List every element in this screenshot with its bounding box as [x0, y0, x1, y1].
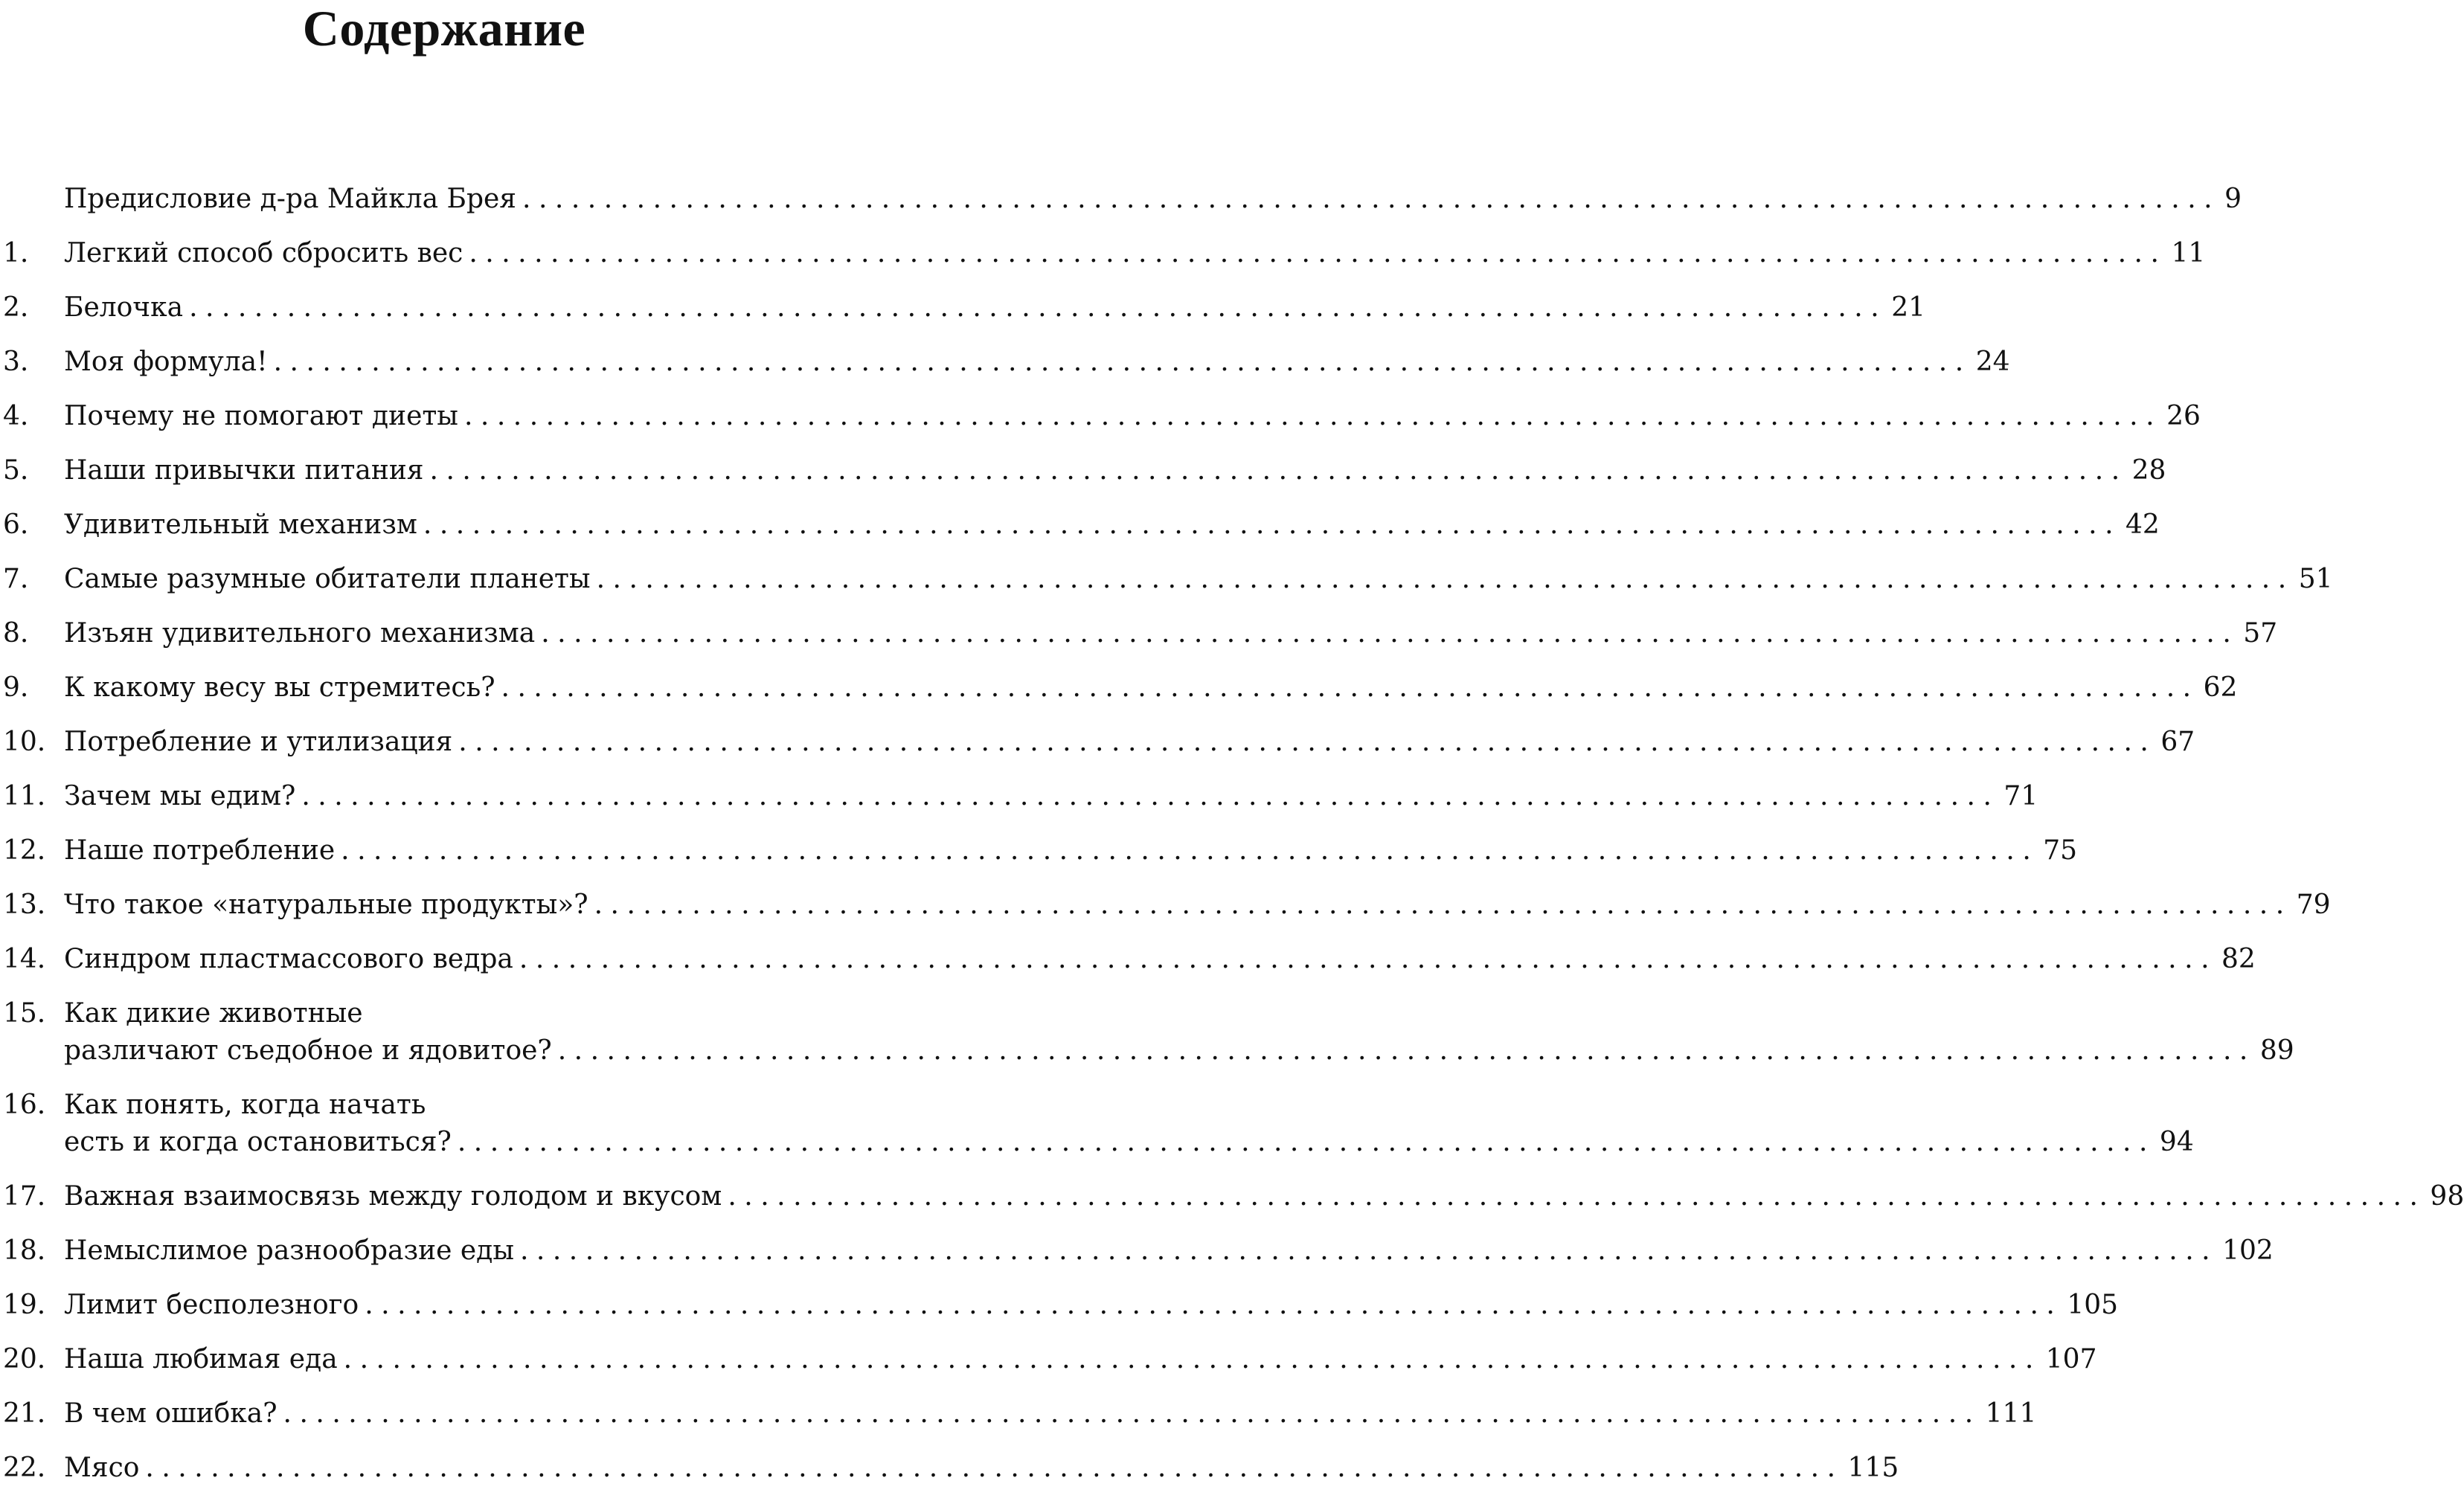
toc-entry-line [64, 769, 2038, 823]
dot-leader: ........................................................................................................ [283, 1398, 1981, 1429]
dot-leader: ........................................................................................................ [145, 1453, 1844, 1483]
toc-entry-title: Удивительный механизм [64, 509, 417, 540]
toc-entry-line [64, 606, 2278, 660]
toc-entry-line [64, 172, 2242, 226]
toc-entry-title: Изъян удивительного механизма [64, 618, 536, 649]
dot-leader: ........................................................................................................ [365, 1290, 2063, 1320]
toc-entry-number: 13. [3, 890, 46, 920]
toc-entry-number: 6. [3, 509, 29, 540]
toc-entry-title: Важная взаимосвязь между голодом и вкусом [64, 1181, 722, 1212]
toc-entry-22[interactable] [0, 1441, 1899, 1495]
toc-entry-number: 16. [3, 1090, 46, 1120]
toc-entry-page: 24 [1975, 347, 2010, 377]
dot-leader: ........................................................................................................ [522, 184, 2221, 214]
toc-entry-line [64, 498, 2160, 552]
toc-entry-line [64, 823, 2078, 878]
toc-entry-16[interactable] [0, 1078, 2194, 1169]
toc-entry-page: 21 [1891, 292, 1925, 323]
toc-entry-number: 2. [3, 292, 29, 323]
toc-entry-number: 8. [3, 618, 29, 649]
toc-entry-title: Самые разумные обитатели планеты [64, 564, 591, 594]
toc-entry-page: 62 [2203, 672, 2238, 703]
toc-entry-title: Зачем мы едим? [64, 781, 296, 811]
toc-entry-title: Предисловие д-ра Майкла Брея [64, 184, 517, 214]
toc-entry-page: 111 [1985, 1398, 2037, 1429]
toc-entry-title: Моя формула! [64, 347, 268, 377]
toc-entry-12[interactable] [0, 823, 2078, 878]
toc-entry-page: 51 [2298, 564, 2333, 594]
toc-entry-page: 105 [2067, 1290, 2119, 1320]
dot-leader: ........................................................................................................ [557, 1035, 2256, 1066]
toc-entry-title: Наше потребление [64, 835, 336, 866]
toc-entry-page: 57 [2243, 618, 2278, 649]
toc-entry-title: Белочка [64, 292, 184, 323]
toc-entry-number: 17. [3, 1181, 46, 1212]
toc-entry-line [64, 552, 2333, 606]
toc-entry-10[interactable] [0, 715, 2195, 769]
toc-entry-3[interactable] [0, 335, 2010, 389]
toc-entry-line [64, 878, 2331, 932]
toc-entry-11[interactable] [0, 769, 2038, 823]
dot-leader: ........................................................................................................ [501, 672, 2199, 703]
toc-entry-20[interactable] [0, 1332, 2097, 1386]
dot-leader: ........................................................................................................ [728, 1181, 2426, 1212]
toc-entry-page: 67 [2160, 727, 2195, 757]
table-of-contents [0, 172, 2464, 1495]
toc-entry-line [64, 389, 2201, 443]
toc-entry-page: 71 [2003, 781, 2038, 811]
toc-entry-title: Что такое «натуральные продукты»? [64, 890, 588, 920]
toc-entry-number: 3. [3, 347, 29, 377]
toc-entry-5[interactable] [0, 443, 2166, 498]
toc-entry-number: 22. [3, 1453, 46, 1483]
dot-leader: ........................................................................................................ [273, 347, 1971, 377]
toc-entry-title: различают съедобное и ядовитое? [64, 1035, 552, 1066]
toc-entry-15[interactable] [0, 986, 2294, 1078]
toc-entry-2[interactable] [0, 280, 1925, 335]
toc-entry-number: 18. [3, 1235, 46, 1266]
toc-entry-line [64, 932, 2256, 986]
toc-entry-page: 9 [2224, 184, 2242, 214]
toc-entry-number: 10. [3, 727, 46, 757]
dot-leader: ........................................................................................................ [463, 401, 2163, 431]
dot-leader: ........................................................................................................ [341, 835, 2039, 866]
dot-leader: ........................................................................................................ [541, 618, 2239, 649]
toc-entry-page: 79 [2296, 890, 2331, 920]
toc-entry-page: 82 [2221, 944, 2256, 974]
toc-entry-number: 9. [3, 672, 29, 703]
toc-entry-number: 14. [3, 944, 46, 974]
toc-entry-line [64, 1224, 2274, 1278]
toc-entry-number: 21. [3, 1398, 46, 1429]
dot-leader: ........................................................................................................ [469, 238, 2167, 269]
toc-entry-page: 26 [2166, 401, 2201, 431]
toc-entry-title: Синдром пластмассового ведра [64, 944, 513, 974]
toc-entry-title: К какому весу вы стремитесь? [64, 672, 495, 703]
toc-entry-17[interactable] [0, 1169, 2464, 1224]
toc-entry-number: 15. [3, 998, 46, 1029]
toc-entry-line [64, 1115, 2194, 1169]
dot-leader: ........................................................................................................ [429, 455, 2128, 486]
toc-entry-number: 12. [3, 835, 46, 866]
dot-leader: ........................................................................................................ [519, 944, 2218, 974]
dot-leader: ........................................................................................................ [457, 1127, 2155, 1157]
toc-entry-line [64, 660, 2238, 715]
toc-entry-page: 11 [2171, 238, 2206, 269]
dot-leader: ........................................................................................................ [189, 292, 1887, 323]
toc-entry-line [64, 1023, 2294, 1078]
toc-entry-title: Наши привычки питания [64, 455, 424, 486]
dot-leader: ........................................................................................................ [594, 890, 2292, 920]
toc-entry-line [64, 280, 1925, 335]
toc-entry-line [64, 1332, 2097, 1386]
toc-entry-7[interactable] [0, 552, 2333, 606]
toc-entry-number: 7. [3, 564, 29, 594]
toc-entry-number: 4. [3, 401, 29, 431]
toc-entry-title: Почему не помогают диеты [64, 401, 458, 431]
toc-entry-number: 1. [3, 238, 29, 269]
toc-entry-page: 98 [2430, 1181, 2464, 1212]
toc-entry-21[interactable] [0, 1386, 2037, 1441]
dot-leader: ........................................................................................................ [596, 564, 2294, 594]
toc-entry-line [64, 1386, 2037, 1441]
toc-entry-line [64, 1278, 2119, 1332]
toc-entry-number: 20. [3, 1344, 46, 1375]
toc-entry-page: 94 [2159, 1127, 2194, 1157]
toc-entry-title: Легкий способ сбросить вес [64, 238, 463, 269]
toc-entry-page: 42 [2125, 509, 2160, 540]
toc-entry-title-line1: Как понять, когда начать [64, 1090, 426, 1120]
toc-entry-title-line1: Как дикие животные [64, 998, 363, 1029]
toc-entry-1[interactable] [0, 226, 2206, 280]
toc-entry-number: 11. [3, 781, 46, 811]
toc-entry-19[interactable] [0, 1278, 2119, 1332]
toc-entry-line [64, 443, 2166, 498]
toc-entry-page: 75 [2043, 835, 2078, 866]
toc-entry-6[interactable] [0, 498, 2160, 552]
toc-entry-14[interactable] [0, 932, 2256, 986]
dot-leader: ........................................................................................................ [519, 1235, 2218, 1266]
toc-entry-title: Немыслимое разнообразие еды [64, 1235, 514, 1266]
toc-entry-13[interactable] [0, 878, 2331, 932]
dot-leader: ........................................................................................................ [458, 727, 2157, 757]
toc-entry-title: В чем ошибка? [64, 1398, 277, 1429]
toc-entry-page: 107 [2045, 1344, 2097, 1375]
toc-entry-title: есть и когда остановиться? [64, 1127, 452, 1157]
toc-entry-number: 19. [3, 1290, 46, 1320]
toc-entry-preface[interactable] [0, 172, 2242, 226]
toc-entry-8[interactable] [0, 606, 2278, 660]
toc-entry-page: 102 [2222, 1235, 2274, 1266]
toc-entry-line [64, 715, 2195, 769]
toc-entry-line [64, 226, 2206, 280]
page-title: Содержание [302, 0, 586, 57]
toc-entry-4[interactable] [0, 389, 2201, 443]
toc-entry-line [64, 1169, 2464, 1224]
toc-entry-page: 115 [1847, 1453, 1899, 1483]
toc-entry-9[interactable] [0, 660, 2238, 715]
toc-entry-18[interactable] [0, 1224, 2274, 1278]
toc-entry-line [64, 1441, 1899, 1495]
toc-entry-title: Наша любимая еда [64, 1344, 338, 1375]
toc-entry-line [64, 335, 2010, 389]
dot-leader: ........................................................................................................ [343, 1344, 2041, 1375]
toc-entry-title: Лимит бесполезного [64, 1290, 359, 1320]
dot-leader: ........................................................................................................ [301, 781, 2000, 811]
toc-entry-page: 28 [2131, 455, 2166, 486]
toc-entry-title: Потребление и утилизация [64, 727, 453, 757]
toc-entry-title: Мясо [64, 1453, 140, 1483]
toc-entry-number: 5. [3, 455, 29, 486]
dot-leader: ........................................................................................................ [423, 509, 2122, 540]
toc-entry-page: 89 [2259, 1035, 2294, 1066]
